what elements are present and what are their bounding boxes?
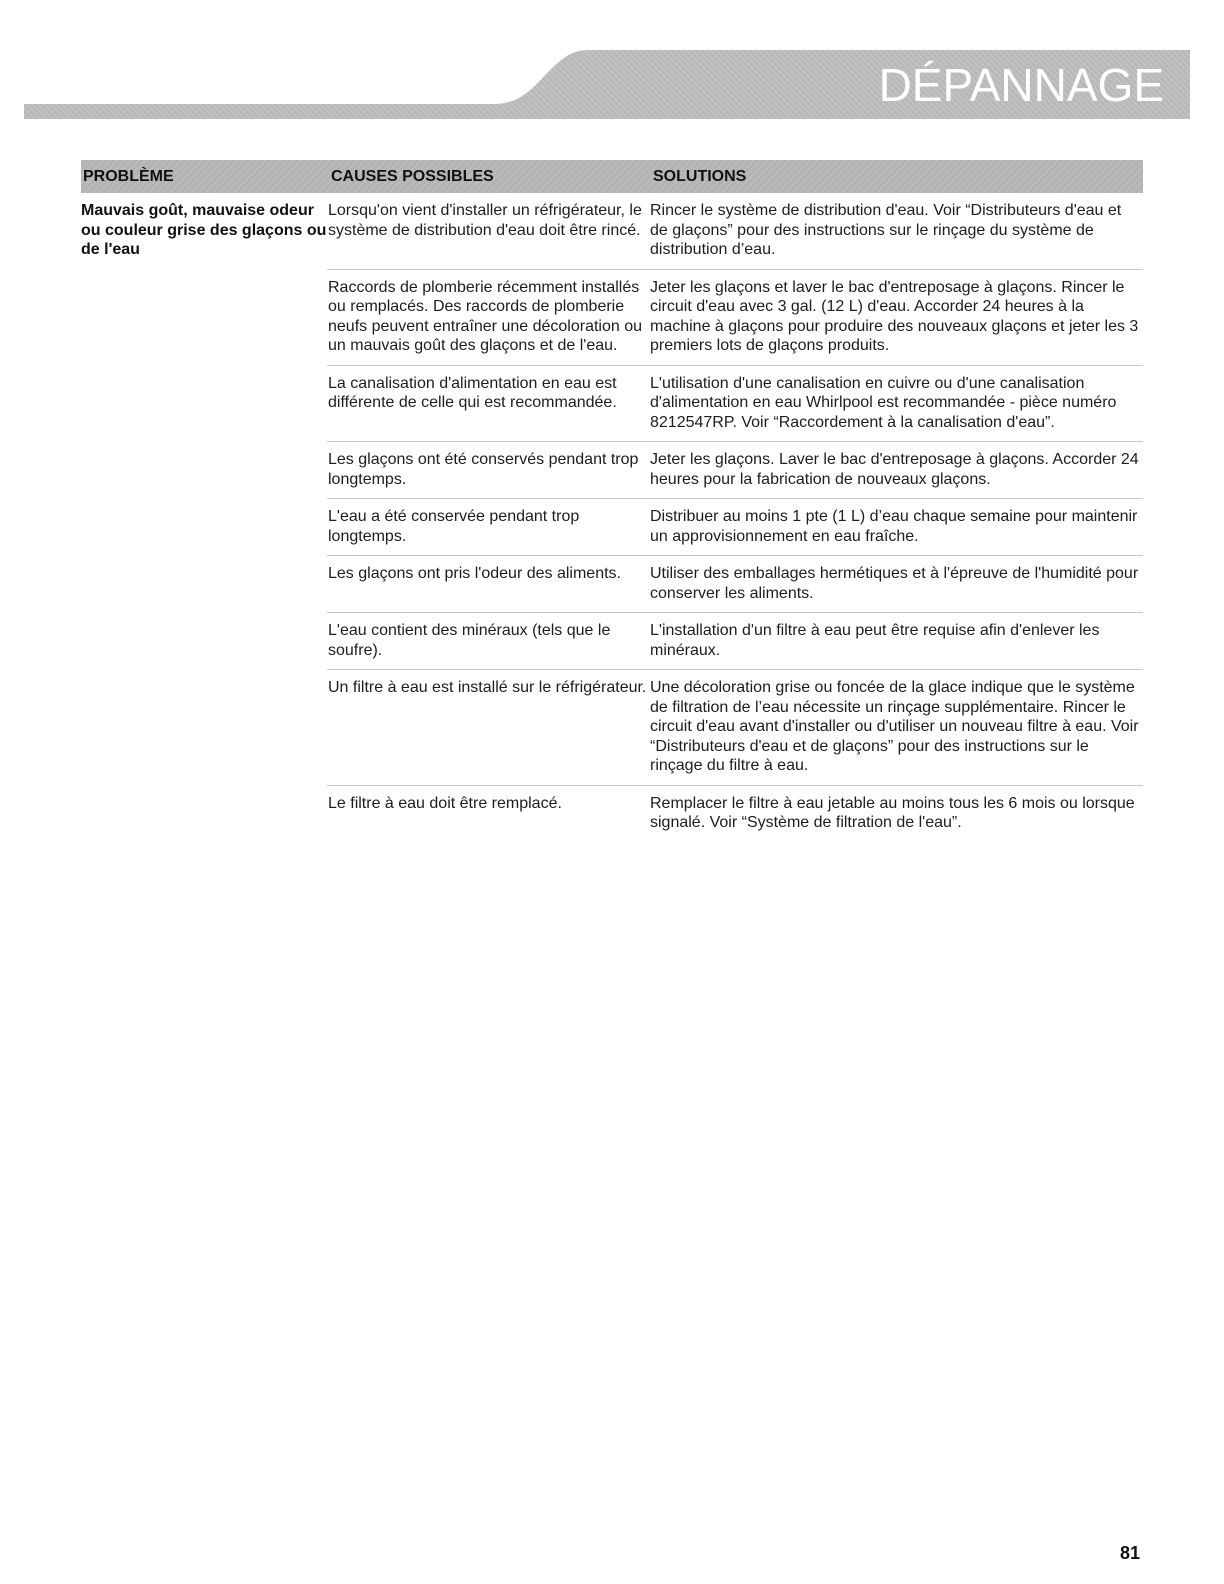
column-header-causes: CAUSES POSSIBLES <box>331 167 494 185</box>
page-title: DÉPANNAGE <box>878 59 1164 111</box>
cause-cell: Le filtre à eau doit être remplacé. <box>328 794 562 812</box>
troubleshooting-table <box>81 160 1143 842</box>
cause-cell: L'eau contient des minéraux (tels que le soufre). <box>328 622 611 659</box>
cause-cell: Raccords de plomberie récemment installés ou remplacés. Des raccords de plomberie neufs peuvent entraîner une décoloration ou un mauvais goût des glaçons et de l'eau. <box>328 278 643 354</box>
table-row <box>327 270 1143 366</box>
solution-cell: Une décoloration grise ou foncée de la glace indique que le système de filtration de l’eau nécessite un rinçage supplémentaire. Rincer le circuit d'eau avant d'installer ou d'utiliser un nouveau filtre à eau. Voir “Distributeurs d'eau et de glaçons” pour des instructions sur le rinçage du filtre à eau. <box>650 679 1139 774</box>
solution-cell: Jeter les glaçons. Laver le bac d'entreposage à glaçons. Accorder 24 heures pour la fabrication de nouveaux glaçons. <box>650 451 1139 488</box>
solution-cell: L'installation d'un filtre à eau peut être requise afin d'enlever les minéraux. <box>650 622 1100 659</box>
page-number: 81 <box>1120 1543 1141 1563</box>
problem-title: Mauvais goût, mauvaise odeur ou couleur grise des glaçons ou de l'eau <box>81 202 327 258</box>
cause-cell: Un filtre à eau est installé sur le réfrigérateur. <box>328 679 647 696</box>
table-row <box>327 786 1143 842</box>
section-banner <box>24 48 1190 119</box>
table-row <box>327 670 1143 786</box>
cause-cell: L'eau a été conservée pendant trop longtemps. <box>328 508 580 545</box>
table-row <box>327 366 1143 443</box>
cause-solution-rows <box>327 193 1143 842</box>
cause-cell: La canalisation d'alimentation en eau est différente de celle qui est recommandée. <box>328 374 617 411</box>
table-row <box>327 613 1143 670</box>
solution-cell: Utiliser des emballages hermétiques et à l'épreuve de l'humidité pour conserver les aliments. <box>650 565 1139 602</box>
solution-cell: Distribuer au moins 1 pte (1 L) d’eau chaque semaine pour maintenir un approvisionnement en eau fraîche. <box>650 508 1138 545</box>
table-row <box>327 442 1143 499</box>
problem-column <box>81 193 327 842</box>
table-header <box>81 160 1143 193</box>
cause-cell: Les glaçons ont été conservés pendant trop longtemps. <box>328 451 639 488</box>
solution-cell: Rincer le système de distribution d'eau. Voir “Distributeurs d'eau et de glaçons” pour des instructions sur le rinçage du système de distribution d’eau. <box>650 202 1122 258</box>
table-row <box>327 556 1143 613</box>
solution-cell: Jeter les glaçons et laver le bac d'entreposage à glaçons. Rincer le circuit d'eau avec 3 gal. (12 L) d'eau. Accorder 24 heures à la machine à glaçons pour produire des nouveaux glaçons et jeter les 3 premiers lots de glaçons produits. <box>650 278 1139 354</box>
cause-cell: Lorsqu'on vient d'installer un réfrigérateur, le système de distribution d'eau doit être rincé. <box>328 202 642 239</box>
table-row <box>327 193 1143 270</box>
column-header-solutions: SOLUTIONS <box>653 167 747 185</box>
table-body <box>81 193 1143 842</box>
table-row <box>327 499 1143 556</box>
solution-cell: L'utilisation d'une canalisation en cuivre ou d'une canalisation d'alimentation en eau Whirlpool est recommandée - pièce numéro 8212547RP. Voir “Raccordement à la canalisation d'eau”. <box>650 374 1117 431</box>
column-header-problem: PROBLÈME <box>83 167 174 185</box>
solution-cell: Remplacer le filtre à eau jetable au moins tous les 6 mois ou lorsque signalé. Voir “Système de filtration de l'eau”. <box>650 794 1135 831</box>
cause-cell: Les glaçons ont pris l'odeur des aliments. <box>328 565 621 582</box>
